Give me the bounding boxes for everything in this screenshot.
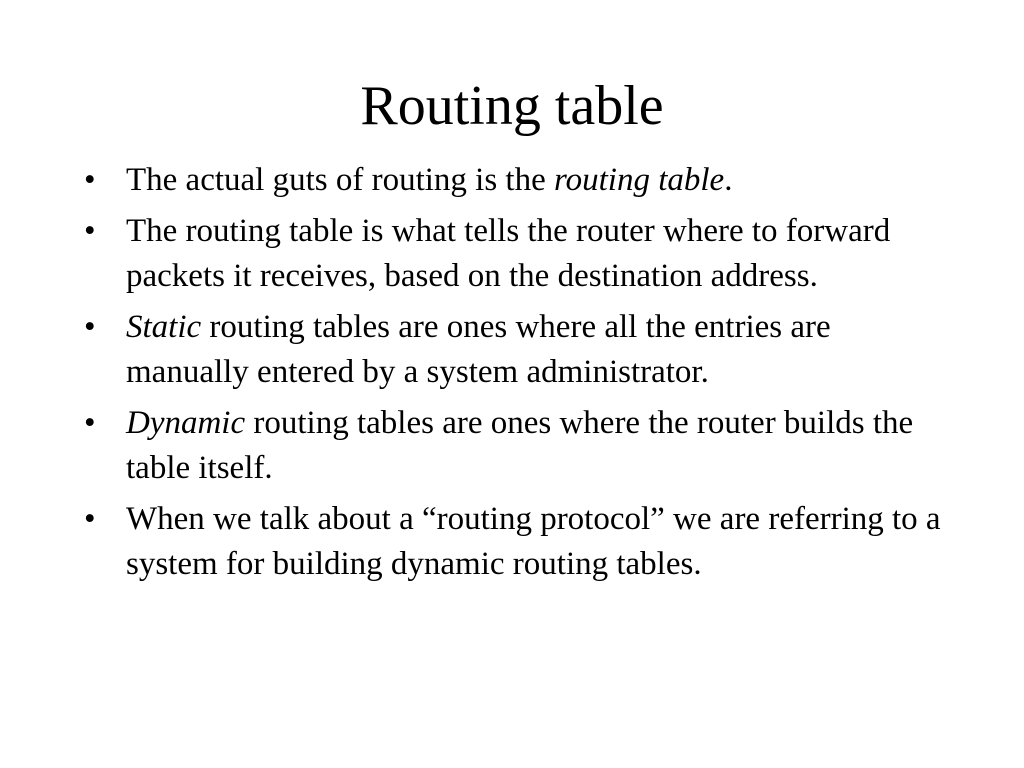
bullet-text-post: routing tables are ones where all the entries are manually entered by a system administrator. (126, 308, 831, 390)
bullet-text-emphasis: Dynamic (126, 404, 246, 441)
bullet-text-emphasis: Static (126, 308, 202, 345)
bullet-icon: • (84, 308, 96, 345)
bullet-item (84, 209, 944, 300)
bullet-item (84, 158, 944, 204)
bullet-icon: • (84, 212, 96, 249)
bullet-item (84, 401, 944, 492)
slide-title: Routing table (360, 75, 664, 137)
bullet-icon: • (84, 404, 96, 441)
bullet-list (84, 158, 944, 593)
bullet-text-emphasis: routing table (554, 162, 725, 198)
bullet-text-post: routing tables are ones where the router builds the table itself. (126, 404, 914, 486)
bullet-item (84, 305, 944, 396)
bullet-icon: • (84, 162, 96, 198)
bullet-text-pre: The actual guts of routing is the (126, 162, 554, 198)
bullet-text-pre: When we talk about a “routing protocol” we are referring to a system for building dynamic routing tables. (126, 500, 941, 582)
bullet-text-post: . (724, 162, 733, 198)
bullet-item (84, 497, 944, 588)
bullet-icon: • (84, 500, 96, 537)
bullet-text-pre: The routing table is what tells the router where to forward packets it receives, based on the destination address. (126, 212, 891, 294)
